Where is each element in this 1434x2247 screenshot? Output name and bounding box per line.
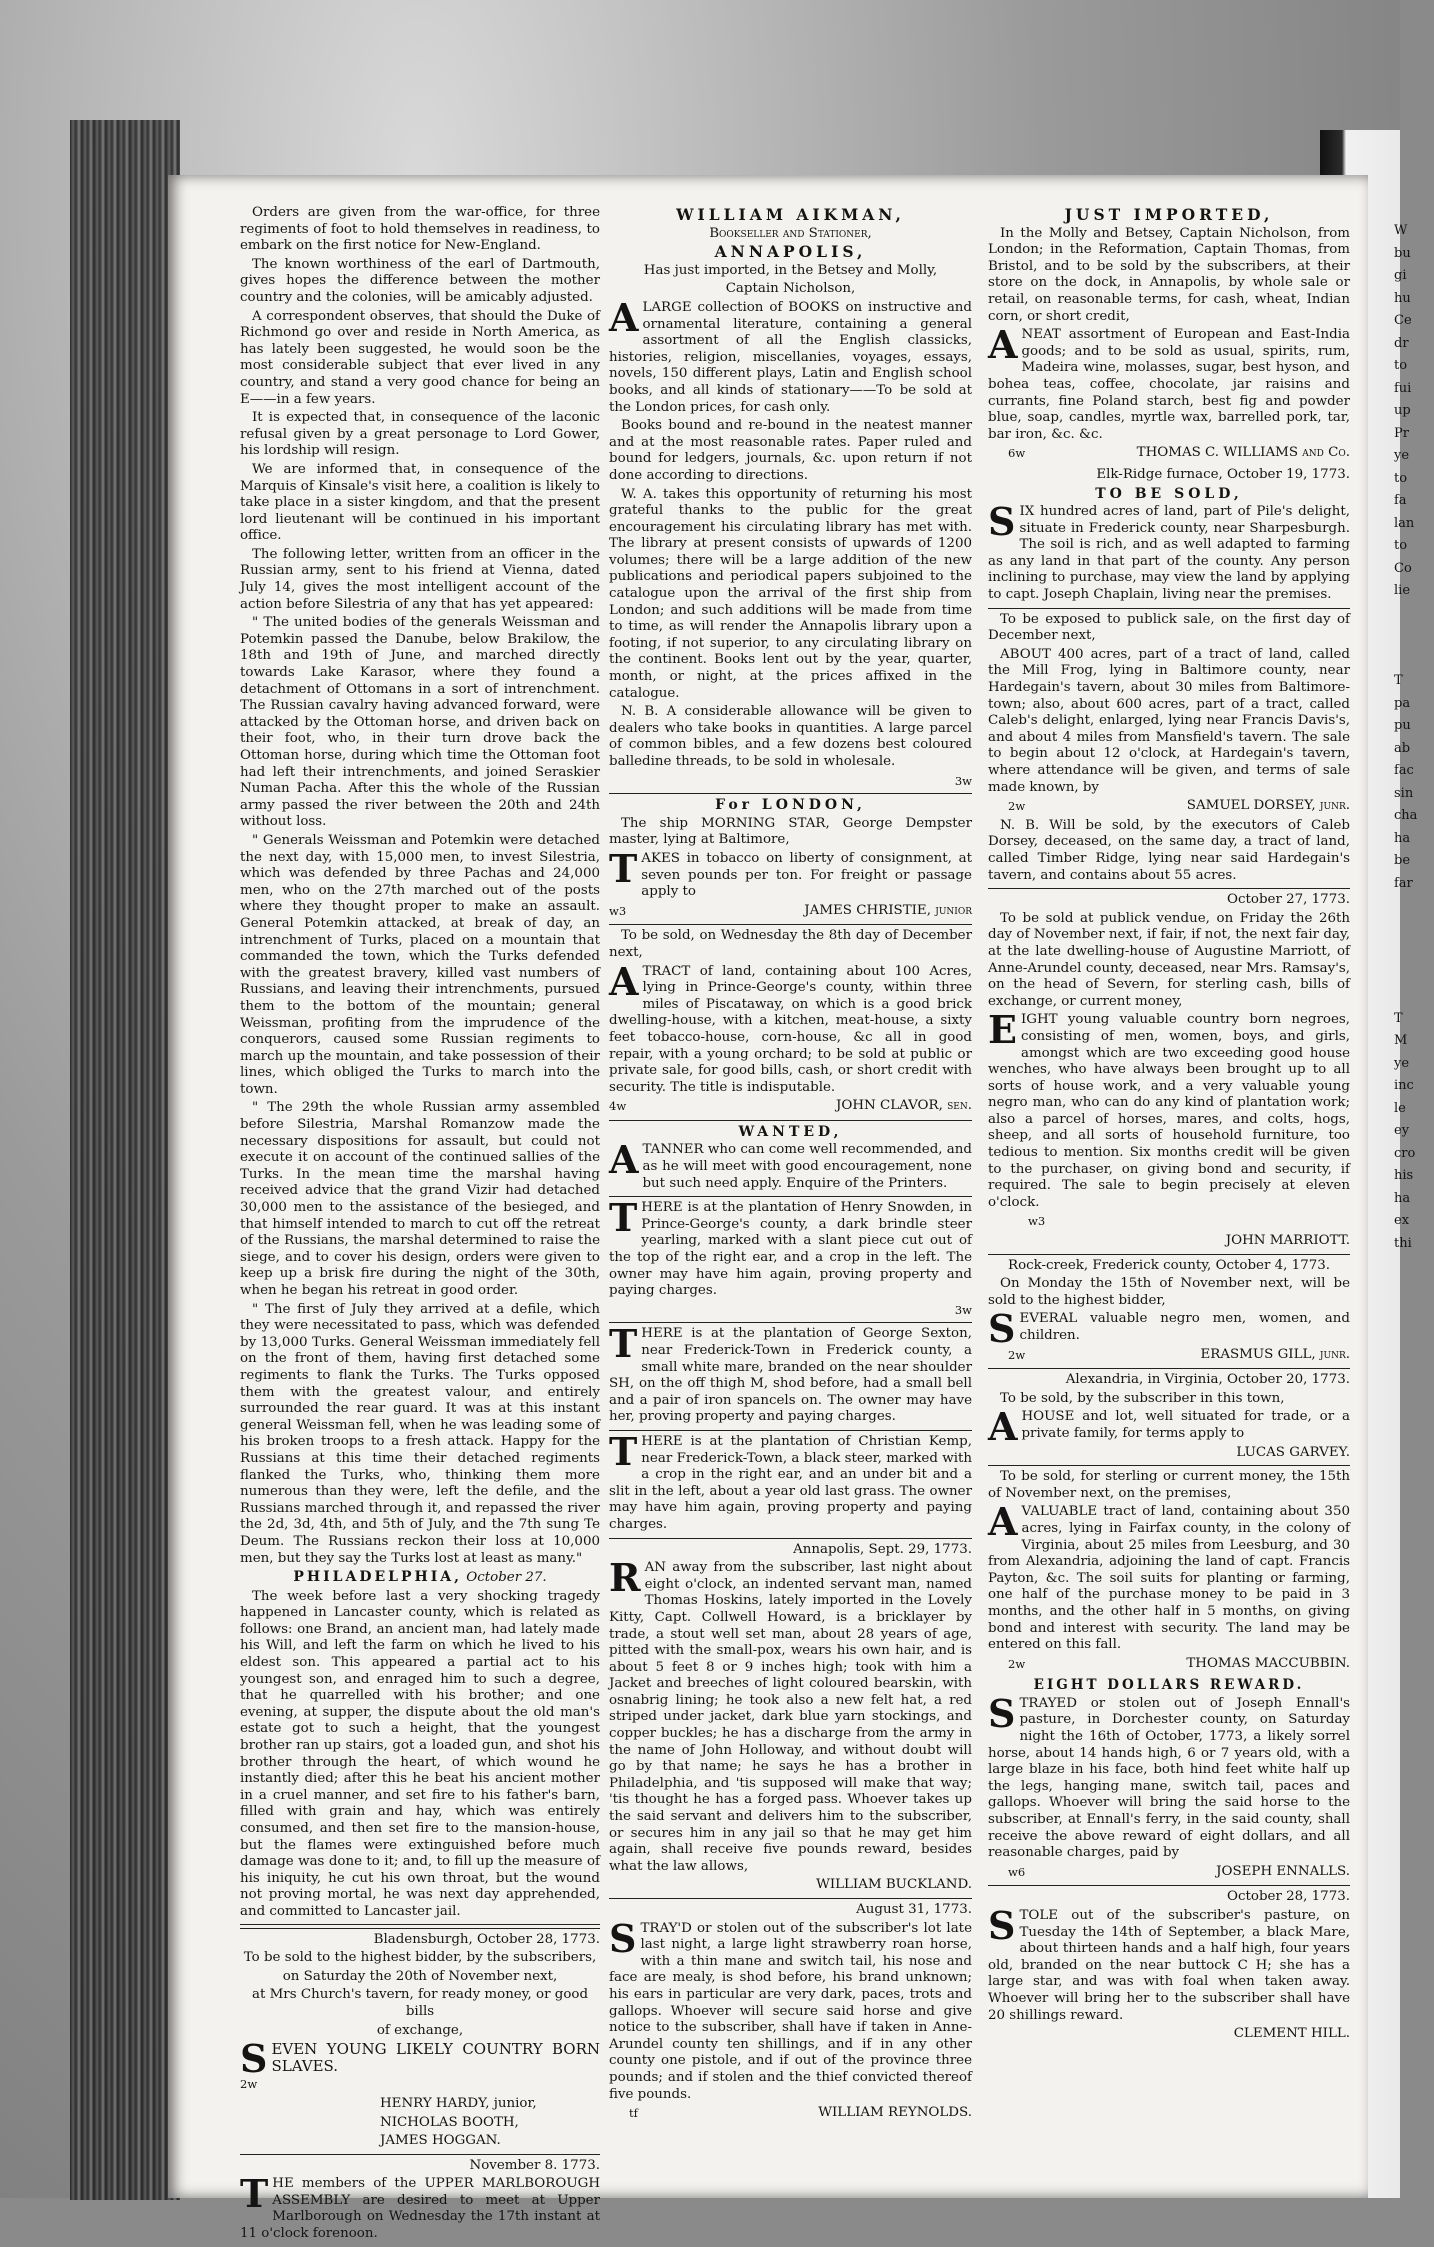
fragment-line: ha <box>1394 830 1411 846</box>
drop-cap: T <box>609 845 638 891</box>
advert-body: STRAYED or stolen out of Joseph Ennall's pasture, in Dorchester county, on Saturday night the 16th of October, 1773, a likely sorrel horse, about 14 hands high, 6 or 7 years old, with a large blaze in his face, both hind feet white half up the legs, hanging mane, switch tail, paces and gallops. Whoever will bring the said horse to the subscriber, at Ennall's ferry, in the said county, shall receive the above reward of eight dollars, and all reasonable charges, paid by <box>988 1690 1350 1861</box>
advert-gill <box>988 1258 1350 1365</box>
column-rule <box>988 1368 1350 1369</box>
news-paragraph: The following letter, written from an officer in the Russian army, sent to his friend at Vienna, dated July 14, gives the most intelligent account of the action before Silestria of any that has yet appeared: <box>240 546 600 612</box>
advert-body: N. B. Will be sold, by the executors of Caleb Dorsey, deceased, on the same day, a tract of land, called Timber Ridge, lying near said Hardegain's tavern, and contains about 55 acres. <box>988 817 1350 883</box>
drop-cap: E <box>988 1007 1017 1053</box>
dateline-city: PHILADELPHIA, <box>293 1569 463 1586</box>
column-rule <box>609 793 972 794</box>
advert-body: N. B. A considerable allowance will be given to dealers who take books in quantities. A large parcel of common bibles, and a few dozens best coloured balledine threads, to be sold in wholesale. <box>609 704 972 769</box>
column-rule <box>609 1430 972 1431</box>
drop-cap: S <box>988 1306 1016 1352</box>
advert-line: To be sold to the highest bidder, by the subscribers, <box>243 1950 597 1966</box>
signature: HENRY HARDY, junior, <box>380 2095 537 2111</box>
drop-cap: A <box>988 1499 1018 1545</box>
fragment-line: le <box>1394 1100 1406 1116</box>
news-paragraph: " The 29th the whole Russian army assembled before Silestria, Marshal Romanzow made the necessary dispositions for assault, but could not execute it on account of the continued sallies of the Turks. In the mean time the marshal having received advice that the grand Vizir had detached 30,000 men to the assistance of the besieged, and that himself intended to march to cut off the retreat of the Russians, the marshal determined to raise the siege, and to cover his design, orders were given to keep up a brisk fire during the night of the 30th, when he began his retreat in good order. <box>240 1100 600 1298</box>
column-3 <box>988 205 1350 2047</box>
advert-bladensburgh <box>240 1932 600 2150</box>
fragment-line: thi <box>1394 1235 1412 1251</box>
signature: WILLIAM BUCKLAND. <box>816 1877 972 1893</box>
advert-date: November 8. 1773. <box>469 2157 600 2173</box>
advert-line: at Mrs Church's tavern, for ready money, or good bills <box>251 1987 589 2019</box>
drop-cap: T <box>240 2171 269 2217</box>
fragment-line <box>1394 895 1434 918</box>
advert-body: STRAY'D or stolen out of the subscriber's lot late last night, a large light strawberry roan horse, with a thin mane and switch tail, his nose and face are mealy, is shod before, his brand unknown; his ears in particular are very dark, paces, trots and gallops. Whoever will secure said horse and give notice to the subscriber, shall have if taken in Anne-Arundel county ten shillings, and if in any other county one pistole, and if out of the province three pounds; and if stolen and the thief convicted thereof five pounds. <box>609 1915 972 2102</box>
advert-body: THE members of the UPPER MARLBOROUGH ASSEMBLY are desired to meet at Upper Marlborough on Wednesday the 17th instant at 11 o'clock forenoon. <box>240 2171 600 2242</box>
advert-buckland <box>609 1542 972 1894</box>
advert-body: STOLE out of the subscriber's pasture, on Tuesday the 14th of September, a black Mare, about thirteen hands and a half high, four years old, branded on the near buttock C H; she has a large star, and was with foal when taken away. Whoever will bring her to the subscriber shall have 20 shillings reward. <box>988 1903 1350 2023</box>
signature: JAMES CHRISTIE, junior <box>804 902 972 918</box>
advert-body: ATANNER who can come well recommended, and as he will meet with good encouragement, none but such need apply. Enquire of the Printers. <box>609 1137 972 1191</box>
fragment-line: lie <box>1394 583 1411 598</box>
fragment-line <box>1394 963 1434 986</box>
advert-marlborough <box>240 2158 600 2243</box>
news-paragraph: A correspondent observes, that should the Duke of Richmond go over and reside in North America, as has lately been suggested, he would soon be the most considerable subject that ever lived in any country, and stand a very good chance for being an E——in a few years. <box>240 308 600 407</box>
advert-footer: 2w THOMAS MACCUBBIN. <box>1008 1655 1350 1671</box>
advert-wanted <box>609 1124 972 1192</box>
advert-line: To be sold, on Wednesday the 8th day of December next, <box>609 928 972 960</box>
fragment-line: his <box>1394 1168 1414 1183</box>
fragment-line <box>1394 985 1434 1008</box>
advert-code: 3w <box>954 773 972 788</box>
advert-date: October 28, 1773. <box>1227 1889 1350 1905</box>
advert-body: THERE is at the plantation of Henry Snowden, in Prince-George's county, a dark brindle steer yearling, marked with a slant piece cut out of the top of the right ear, and a crop in the left. The owner may have him again, proving property and paying charges. <box>609 1195 972 1299</box>
advert-heading: TO BE SOLD, <box>1095 485 1243 502</box>
advert-body: ATRACT of land, containing about 100 Acres, lying in Prince-George's county, within three miles of Piscataway, on which is a good brick dwelling-house, with a kitchen, meat-house, a sixty feet tobacco-house, corn-house, &c all in good repair, with a young orchard; to be sold at public or private sale, for good bills, cash, or short credit with security. The title is indisputable. <box>609 958 972 1095</box>
advert-date: Elk-Ridge furnace, October 19, 1773. <box>1096 466 1350 482</box>
drop-cap: R <box>609 1555 641 1601</box>
signature: NICHOLAS BOOTH, <box>380 2114 519 2130</box>
advert-body: ALARGE collection of BOOKS on instructive and ornamental literature, containing a general assortment of all the English classicks, histories, religion, miscellanies, voyages, essays, novels, 150 different plays, Latin and English school books, and all kinds of stationary——To be sold at the London prices, for cash only. <box>609 294 972 415</box>
signature: SAMUEL DORSEY, junr. <box>1186 798 1350 814</box>
fragment-line: be <box>1394 853 1411 868</box>
fragment-line: far <box>1394 875 1413 891</box>
drop-cap: T <box>609 1195 638 1241</box>
advert-subheading: Bookseller and Stationer, <box>709 225 872 241</box>
signature: JOHN CLAVOR, sen. <box>835 1098 972 1114</box>
advert-line: In the Molly and Betsey, Captain Nicholson, from London; in the Reformation, Captain Thomas, from Bristol, and to be sold by the subscribers, at their store on the dock, in Annapolis, by whole sale or retail, on reasonable terms, for cash, wheat, Indian corn, or short credit, <box>988 225 1350 324</box>
newspaper-page <box>168 175 1418 2242</box>
signature: JOHN MARRIOTT. <box>1225 1233 1350 1249</box>
news-paragraph: We are informed that, in consequence of the Marquis of Kinsale's visit here, a coalition is likely to take place in a sister kingdom, and that the present lord lieutenant will be continued in his important office. <box>240 461 600 544</box>
book-gutter-shadow <box>70 120 180 2200</box>
column-rule <box>609 1322 972 1323</box>
advert-kemp <box>609 1428 972 1534</box>
advert-date: October 27, 1773. <box>1227 892 1350 908</box>
advert-garvey <box>988 1372 1350 1461</box>
news-paragraph: " The first of July they arrived at a defile, which they were necessitated to pass, which was defended by 13,000 Turks. General Weissman immediately fell on the front of them, having first detached some regiments to flank the Turks. The Turks opposed them with the greatest valour, and entirely surrounded the rear guard. It was at this instant general Weissman fell, when he was leading some of his broken troops to a fresh attack. Happy for the Russians at this time their detached regiments flanked the Turks, who, thinking them more numerous than they were, left the defile, and the Russians marched through it, and repassed the river the 2d, 3d, 4th, and 5th of July, and the 7th sung Te Deum. The Russians reckon their loss at 10,000 men, but they say the Turks lost at least as many." <box>240 1301 600 1566</box>
advert-sexton <box>609 1321 972 1426</box>
advert-elk-ridge <box>988 467 1350 604</box>
drop-cap: S <box>240 2036 268 2082</box>
advert-maccubbin <box>988 1469 1350 1673</box>
fragment-line: to <box>1394 358 1408 373</box>
advert-code: w3 <box>1028 1214 1046 1229</box>
advert-clavor <box>609 928 972 1116</box>
signature: ERASMUS GILL, junr. <box>1200 1346 1350 1362</box>
signature: JAMES HOGGAN. <box>380 2133 501 2149</box>
advert-line: To be exposed to publick sale, on the first day of December next, <box>988 611 1350 644</box>
fragment-line: fac <box>1394 763 1414 778</box>
drop-cap: A <box>609 958 639 1004</box>
advert-body: TAKES in tobacco on liberty of consignment, at seven pounds per ton. For freight or passage apply to <box>609 845 972 900</box>
fragment-line: pu <box>1394 718 1411 733</box>
signature: THOMAS C. WILLIAMS and Co. <box>1136 445 1350 461</box>
fragment-line: ey <box>1394 1123 1410 1138</box>
fragment-line: to <box>1394 538 1408 553</box>
dateline-date: October 27. <box>466 1570 547 1586</box>
advert-line: To be sold, for sterling or current money, the 15th of November next, on the premises, <box>988 1469 1350 1501</box>
news-paragraph: It is expected that, in consequence of the laconic refusal given by a great personage to Lord Gower, his lordship will resign. <box>240 410 600 459</box>
column-rule <box>609 924 972 925</box>
signature: WILLIAM REYNOLDS. <box>818 2105 972 2121</box>
advert-footer: w3 JAMES CHRISTIE, junior <box>609 902 972 918</box>
advert-date: Annapolis, Sept. 29, 1773. <box>793 1541 972 1557</box>
advert-line: of exchange, <box>376 2022 464 2038</box>
column-rule <box>240 2154 600 2155</box>
signature: CLEMENT HILL. <box>1233 2026 1350 2042</box>
advert-marriott <box>988 892 1350 1249</box>
fragment-line: T <box>1394 1010 1403 1026</box>
advert-body: THERE is at the plantation of Christian Kemp, near Frederick-Town, a black steer, marked with a crop in the right ear, and an under bit and a slit in the left, about a year old last grass. The owner may have him again, proving property and paying charges. <box>609 1428 972 1532</box>
column-rule <box>609 1120 972 1121</box>
column-rule <box>988 1254 1350 1255</box>
column-2 <box>609 205 972 2127</box>
column-4-fragment <box>1394 220 1434 1255</box>
column-rule <box>609 1898 972 1899</box>
drop-cap: A <box>988 1404 1018 1450</box>
fragment-line <box>1394 603 1434 626</box>
advert-body: W. A. takes this opportunity of returning his most grateful thanks to the public for the great encouragement his circulating library has met with. The library at present consists of upwards of 1200 volumes; there will be a large addition of the new publications and periodical papers subjoined to the catalogue upon the arrival of the first ship from London; and such additions will be made from time to time, as will render the Annapolis library upon a footing, if not superior, to any circulating library on the continent. Books lent out by the year, quarter, month, or night, at the prices affixed in the catalogue. <box>609 486 972 701</box>
fragment-line: gi <box>1394 268 1407 283</box>
fragment-line: ye <box>1394 1055 1410 1071</box>
column-rule <box>240 1924 600 1925</box>
column-rule <box>988 1465 1350 1466</box>
advert-dorsey <box>988 612 1350 885</box>
advert-line: on Saturday the 20th of November next, <box>282 1968 558 1984</box>
column-rule <box>988 1885 1350 1886</box>
fragment-line <box>1394 940 1434 963</box>
advert-body: AHOUSE and lot, well situated for trade, or a private family, for terms apply to <box>988 1404 1350 1450</box>
fragment-line: cro <box>1394 1145 1416 1161</box>
advert-heading: WANTED, <box>738 1123 843 1140</box>
advert-line: On Monday the 15th of November next, will be sold to the highest bidder, <box>988 1276 1350 1308</box>
advert-footer: 4w JOHN CLAVOR, sen. <box>609 1098 972 1114</box>
drop-cap: T <box>609 1428 638 1474</box>
dateline <box>240 1569 600 1587</box>
column-rule <box>988 608 1350 609</box>
advert-line: The ship MORNING STAR, George Dempster master, lying at Baltimore, <box>609 815 972 848</box>
drop-cap: S <box>988 1690 1016 1736</box>
fragment-line: Co <box>1394 560 1412 576</box>
advert-reynolds <box>609 1902 972 2123</box>
fragment-line: fui <box>1394 380 1412 396</box>
column-rule <box>609 1196 972 1197</box>
fragment-line: T <box>1394 673 1403 688</box>
advert-date: August 31, 1773. <box>856 1902 972 1917</box>
fragment-line: ye <box>1394 448 1410 463</box>
advert-line: Captain Nicholson, <box>725 281 856 297</box>
news-paragraph: " The united bodies of the generals Weissman and Potemkin passed the Danube, below Brakilow, the 18th and 19th of June, and marched directly towards Lake Karasor, where they found a detachment of Ottomans in a sort of intrenchment. The Russian cavalry having advanced forward, were attacked by the Ottoman horse, and driven back on their foot, who, in their turn drove back the Ottoman horse, during which time the Ottoman foot had left their intrenchments, and joined Seraskier Numan Pacha. After this the whole of the Russian army passed the river between the 20th and 24th without loss. <box>240 615 600 830</box>
advert-heading: JUST IMPORTED, <box>1064 205 1274 224</box>
advert-footer: 2w SAMUEL DORSEY, junr. <box>1008 798 1350 814</box>
advert-williams <box>988 207 1350 463</box>
drop-cap: A <box>609 1137 639 1183</box>
advert-heading: WILLIAM AIKMAN, <box>676 205 905 224</box>
advert-line: Has just imported, in the Betsey and Molly, <box>643 262 938 278</box>
advert-code: 3w <box>954 1302 972 1317</box>
drop-cap: T <box>609 1321 638 1367</box>
column-rule <box>609 1538 972 1539</box>
advert-body: SEVERAL valuable negro men, women, and children. <box>988 1306 1350 1352</box>
advert-heading: For LONDON, <box>715 797 866 814</box>
fragment-line: cha <box>1394 808 1418 823</box>
advert-aikman <box>609 207 972 789</box>
fragment-line: hu <box>1394 290 1411 306</box>
fragment-line: fa <box>1394 493 1407 508</box>
drop-cap: S <box>609 1915 637 1961</box>
fragment-line: lan <box>1394 515 1415 531</box>
news-paragraph: " Generals Weissman and Potemkin were detached the next day, with 15,000 men, to invest Silestria, which was defended by three Pachas and 24,000 men, who on the 27th marched out of the posts where they thought proper to make an assault. General Potemkin attacked, at break of day, an intrenchment of Turks, placed on a mountain that commanded the town, which the Turks defended with the greatest bravery, killed vast numbers of Russians, and leaving their intrenchments, pursued them to the bottom of the mountain; general Weissman, profiting from the imprudence of the conquerors, caused some Russian regiments to march up the mountain, and take possession of their lines, which obliged the Turks to march into the town. <box>240 832 600 1097</box>
advert-date: Bladensburgh, October 28, 1773. <box>373 1931 600 1947</box>
advert-body: ANEAT assortment of European and East-India goods; and to be sold as usual, spirits, rum, Madeira wine, molasses, sugar, best hyson, and bohea teas, coffee, chocolate, jar raisins and currants, fine Poland starch, best fig and powder blue, soap, candles, myrtle wax, barrelled pork, tar, bar iron, &c. &c. <box>988 322 1350 442</box>
advert-footer: 2w ERASMUS GILL, junr. <box>1008 1346 1350 1362</box>
fragment-line: Ce <box>1394 313 1412 328</box>
fragment-line: Pr <box>1394 425 1409 441</box>
advert-date: Alexandria, in Virginia, October 20, 1773. <box>1065 1372 1350 1388</box>
fragment-line <box>1394 648 1434 671</box>
fragment-line: sin <box>1394 785 1414 801</box>
advert-line: To be sold at publick vendue, on Friday the 26th day of November next, if fair, if not, the next fair day, at the late dwelling-house of Augustine Marriott, of Anne-Arundel county, deceased, near Mrs. Ramsay's, on the head of Severn, for sterling cash, bills of exchange, or current money, <box>988 910 1350 1009</box>
fragment-line: W <box>1394 223 1408 238</box>
drop-cap: S <box>988 499 1016 545</box>
advert-date: Rock-creek, Frederick county, October 4, 1773. <box>1007 1257 1331 1273</box>
fragment-line: inc <box>1394 1078 1414 1093</box>
advert-body: RAN away from the subscriber, last night about eight o'clock, an indented servant man, named Thomas Hoskins, lately imported in the Lovely Kitty, Capt. Collwell Howard, is a bricklayer by trade, a stout well set man, about 28 years of age, pitted with the small-pox, wears his own hair, and is about 5 feet 8 or 9 inches high; took with him a Jacket and breeches of light coloured bearskin, with osnabrig lining; he took also a new felt hat, a red striped under jacket, dark blue yarn stockings, and copper buckles; he has a discharge from the army in the name of John Holloway, and without doubt will go by that name; he says he has a brother in Philadelphia, and 'tis supposed will make that way; 'tis thought he has a forged pass. Whoever takes up the said servant and delivers him to the subscriber, or secures him in any jail so that he may get him again, shall receive five pounds reward, besides what the law allows, <box>609 1555 972 1874</box>
fragment-line <box>1394 918 1434 941</box>
column-rule <box>988 888 1350 889</box>
advert-body: Books bound and re-bound in the neatest manner and at the most reasonable rates. Paper ruled and bound for ledgers, journals, &c. upon return if not done according to directions. <box>609 418 972 483</box>
fragment-line: bu <box>1394 245 1411 261</box>
fragment-line: ha <box>1394 1190 1411 1206</box>
news-paragraph: Orders are given from the war-office, for three regiments of foot to hold themselves in readiness, to embark on the first notice for New-England. <box>240 205 600 254</box>
news-paragraph: The known worthiness of the earl of Dartmouth, gives hopes the difference between the mother country and the colonies, will be amicably adjusted. <box>240 256 600 305</box>
drop-cap: S <box>988 1903 1016 1948</box>
advert-heading: ANNAPOLIS, <box>714 242 867 262</box>
advert-ennalls <box>988 1677 1350 1881</box>
signature: LUCAS GARVEY. <box>1236 1444 1350 1460</box>
signature: THOMAS MACCUBBIN. <box>1186 1655 1350 1671</box>
fragment-line: dr <box>1394 335 1409 351</box>
advert-footer: tf WILLIAM REYNOLDS. <box>629 2105 972 2121</box>
advert-footer: 6w THOMAS C. WILLIAMS and Co. <box>1008 445 1350 461</box>
column-rule <box>240 1928 600 1929</box>
advert-body: THERE is at the plantation of George Sexton, near Frederick-Town in Frederick county, a small white mare, branded on the near shoulder SH, on the off thigh M, shod before, had a small bell and a pair of iron spancels on. The owner may have her, proving property and paying charges. <box>609 1321 972 1425</box>
fragment-line <box>1394 625 1434 648</box>
advert-hill <box>988 1889 1350 2042</box>
fragment-line: pa <box>1394 695 1411 711</box>
fragment-line: up <box>1394 403 1411 418</box>
advert-london <box>609 797 972 920</box>
fragment-line: to <box>1394 470 1408 486</box>
advert-line: To be sold, by the subscriber in this town, <box>1000 1390 1285 1406</box>
signature: JOSEPH ENNALLS. <box>1216 1863 1350 1879</box>
advert-body: EIGHT young valuable country born negroes, consisting of men, women, boys, and girls, amongst which are two exceeding good house wenches, who have always been brought up to all sorts of house work, and a very valuable young negro man, who can do any kind of plantation work; also a parcel of horses, mares, and colts, hogs, sheep, and all sorts of household furniture, too tedious to mention. Six months credit will be given to the purchaser, on giving bond and security, if required. The sale to begin precisely at eleven o'clock. <box>988 1007 1350 1210</box>
advert-body: ABOUT 400 acres, part of a tract of land, called the Mill Frog, lying in Baltimore county, near Hardegain's tavern, about 30 miles from Baltimore-town; also, about 600 acres, part of a tract, called Caleb's delight, enlarged, lying near Francis Davis's, and about 4 miles from Mansfield's tavern. The sale to begin about 12 o'clock, at Hardegain's tavern, where attendance will be given, and terms of sale made known, by <box>988 646 1350 795</box>
drop-cap: A <box>988 322 1018 368</box>
advert-body: AVALUABLE tract of land, containing about 350 acres, lying in Fairfax county, in the colony of Virginia, about 25 miles from Leesburg, and 30 from Alexandria, adjoining the land of capt. Francis Payton, &c. The soil suits for planting or farming, one half of the purchase money to be paid in 3 months, and the other half in 5 months, on giving bond and interest with security. The land may be entered on this fall. <box>988 1499 1350 1653</box>
column-1 <box>240 205 600 2247</box>
fragment-line: ab <box>1394 740 1411 756</box>
advert-body: SIX hundred acres of land, part of Pile's delight, situate in Frederick county, near Sharpesburgh. The soil is rich, and as well adapted to farming as any land in that part of the county. Any person inclining to purchase, may view the land by applying to capt. Joseph Chaplain, living near the premises. <box>988 499 1350 603</box>
fragment-line: M <box>1394 1033 1408 1048</box>
advert-title: SEVEN YOUNG LIKELY COUNTRY BORN SLAVES. <box>240 2036 600 2082</box>
advert-footer: w6 JOSEPH ENNALLS. <box>1008 1863 1350 1879</box>
advert-snowden <box>609 1195 972 1318</box>
drop-cap: A <box>609 294 639 340</box>
fragment-lines <box>1394 220 1434 1255</box>
advert-code: 2w <box>240 2077 258 2092</box>
advert-heading: EIGHT DOLLARS REWARD. <box>1033 1677 1305 1694</box>
fragment-line: ex <box>1394 1213 1410 1228</box>
news-paragraph: The week before last a very shocking tragedy happened in Lancaster county, which is related as follows: one Brand, an ancient man, had lately made his Will, and left the farm on which he lived to his eldest son. This appeared a partial act to his youngest son, and enraged him to such a degree, that he quarrelled with his brother; and one evening, at supper, the dispute about the old man's estate got to such a height, that the youngest brother ran up stairs, got a loaded gun, and shot his brother through the heart, of which wound he instantly died; after this he beat his ancient mother in a cruel manner, and set fire to his father's barn, filled with grain and hay, which was entirely consumed, and then set fire to the mansion-house, but the flames were extinguished before much damage was done to it; and, to fill up the measure of his iniquity, he cut his own throat, but the wound not proving mortal, he was next day apprehended, and committed to Lancaster jail. <box>240 1588 600 1919</box>
